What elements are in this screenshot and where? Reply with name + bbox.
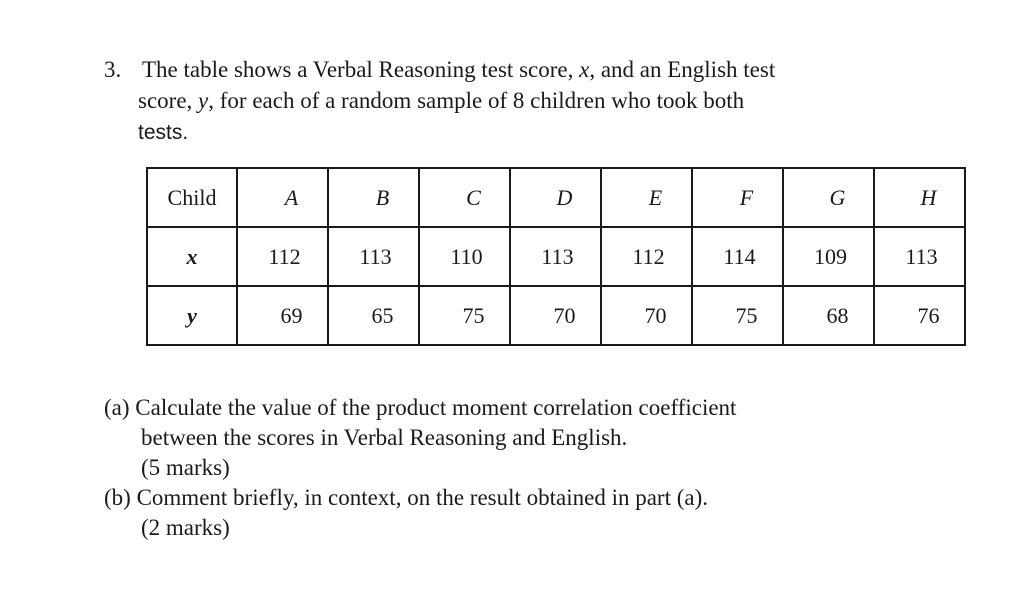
part-b-line-1: (b) Comment briefly, in context, on the result obtained in part (a). xyxy=(104,485,709,510)
row-label-x: x xyxy=(147,227,237,286)
stem-text-1a: The table shows a Verbal Reasoning test score, xyxy=(142,57,580,82)
x-score-cell: 113 xyxy=(874,227,965,286)
question-number: 3. xyxy=(104,57,122,82)
question-line-2 xyxy=(104,85,964,116)
child-name-cell: A xyxy=(237,168,328,227)
x-score-cell: 114 xyxy=(692,227,783,286)
y-score-cell: 76 xyxy=(874,286,965,345)
question-line-1 xyxy=(104,54,964,85)
stem-text-3: tests. xyxy=(138,121,189,144)
y-score-cell: 75 xyxy=(419,286,510,345)
child-name-cell: F xyxy=(692,168,783,227)
question-stem xyxy=(104,54,964,148)
x-score-cell: 113 xyxy=(510,227,601,286)
y-score-cell: 69 xyxy=(237,286,328,345)
y-score-cell: 68 xyxy=(783,286,874,345)
stem-text-2a: score, xyxy=(138,88,199,113)
x-score-cell: 113 xyxy=(328,227,419,286)
y-score-cell: 70 xyxy=(510,286,601,345)
table-row-child xyxy=(147,168,965,227)
x-score-cell: 112 xyxy=(237,227,328,286)
part-b-marks: (2 marks) xyxy=(141,515,230,540)
row-label-y: y xyxy=(147,286,237,345)
x-variable: x xyxy=(579,57,590,82)
x-score-cell: 110 xyxy=(419,227,510,286)
x-score-cell: 109 xyxy=(783,227,874,286)
table-row-y xyxy=(147,286,965,345)
child-name-cell: C xyxy=(419,168,510,227)
child-name-cell: E xyxy=(601,168,692,227)
x-score-cell: 112 xyxy=(601,227,692,286)
child-name-cell: G xyxy=(783,168,874,227)
row-label-child: Child xyxy=(147,168,237,227)
part-a-marks: (5 marks) xyxy=(141,455,230,480)
question-parts xyxy=(104,393,984,543)
y-score-cell: 75 xyxy=(692,286,783,345)
child-name-cell: B xyxy=(328,168,419,227)
y-variable: y xyxy=(198,88,209,113)
child-name-cell: H xyxy=(874,168,965,227)
question-line-3 xyxy=(104,116,964,148)
child-name-cell: D xyxy=(510,168,601,227)
stem-text-1b: , and an English test xyxy=(589,57,776,82)
table-row-x xyxy=(147,227,965,286)
part-a-line-2: between the scores in Verbal Reasoning and English. xyxy=(141,425,628,450)
stem-text-2b: , for each of a random sample of 8 children who took both xyxy=(208,88,745,113)
scores-table xyxy=(146,167,966,346)
part-a-line-1: (a) Calculate the value of the product moment correlation coefficient xyxy=(104,395,737,420)
y-score-cell: 70 xyxy=(601,286,692,345)
y-score-cell: 65 xyxy=(328,286,419,345)
